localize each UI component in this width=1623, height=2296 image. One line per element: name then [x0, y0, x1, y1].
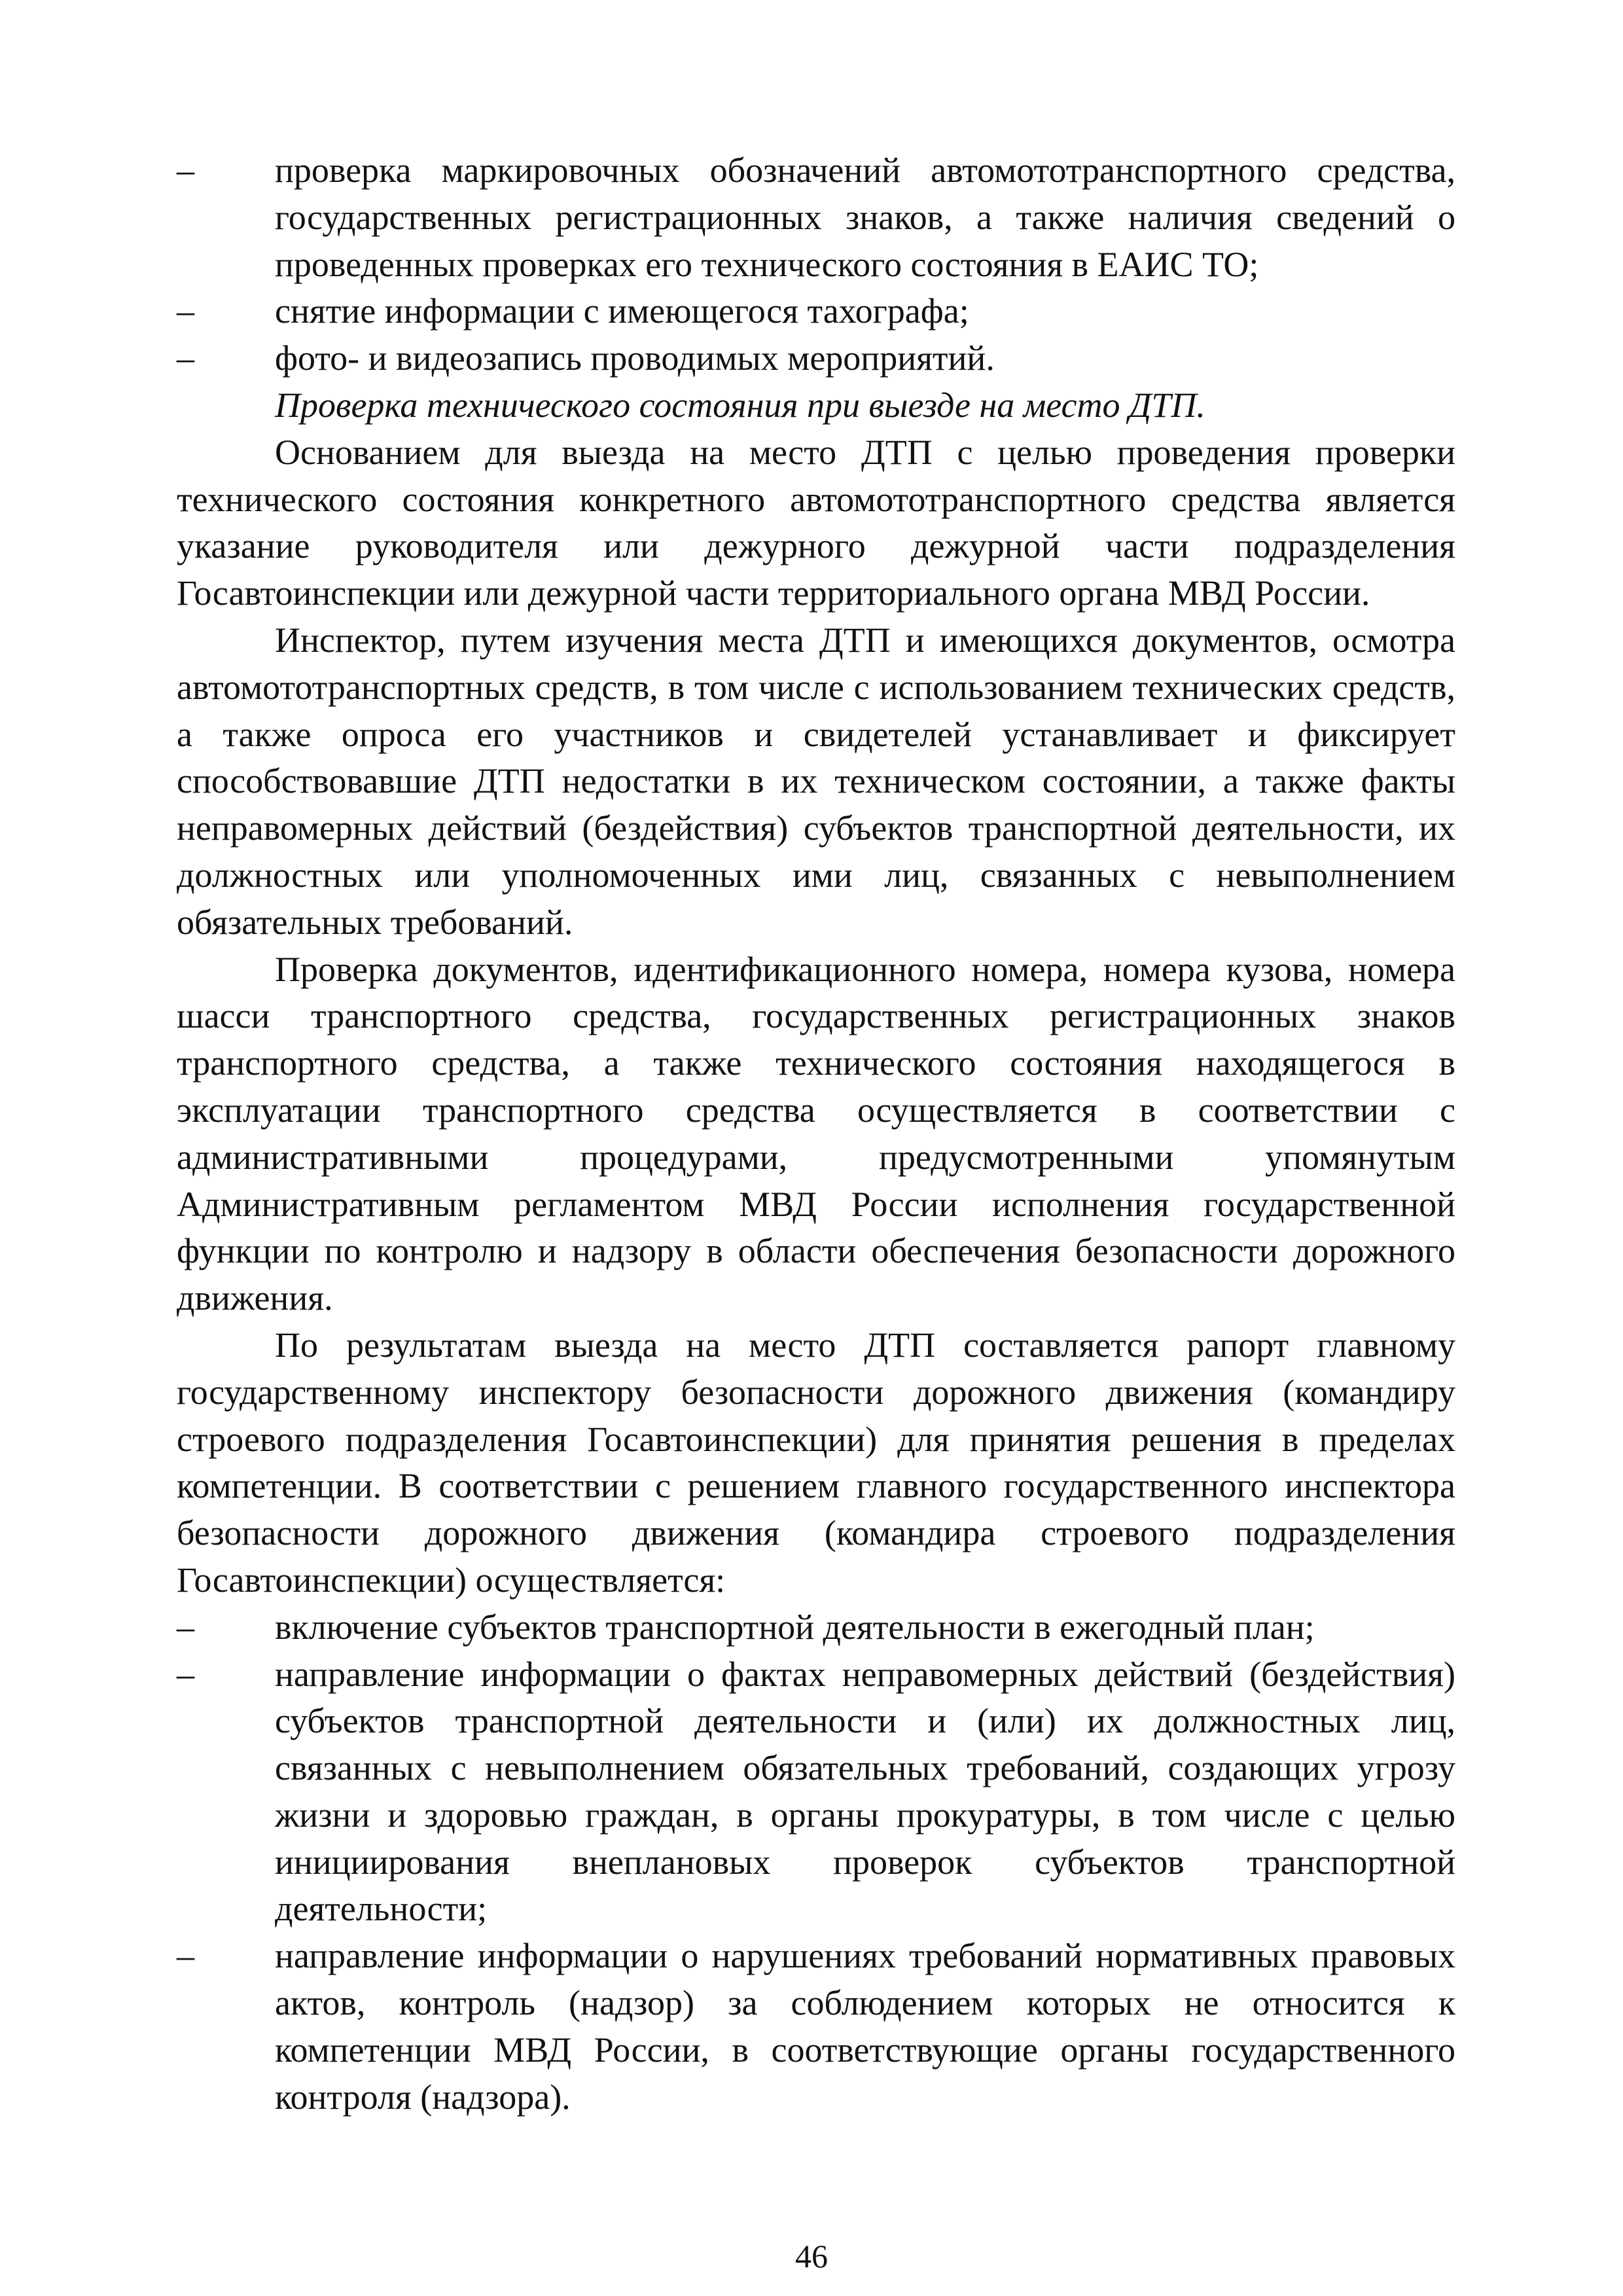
paragraph: Основанием для выезда на место ДТП с целью проведения проверки технического состояния конкретного автомототранспортного средства является указание руководителя или дежурного дежурной части подразделения Госавтоинспекции или дежурной части территориального органа МВД России.	[177, 432, 1455, 613]
bullet-dash: –	[177, 338, 194, 378]
bullet-dash: –	[177, 1654, 194, 1694]
list-item	[177, 147, 1455, 288]
bullet-dash: –	[177, 291, 194, 331]
list-item	[177, 1604, 1455, 1651]
bullet-dash: –	[177, 1607, 194, 1647]
list-item	[177, 1933, 1455, 2121]
list-item-text: проверка маркировочных обозначений автомототранспортного средства, государственных регистрационных знаков, а также наличия сведений о проведенных проверках его технического состояния в ЕАИС ТО;	[275, 151, 1455, 284]
bullet-dash: –	[177, 1936, 194, 1976]
list-item-text: фото- и видеозапись проводимых мероприятий.	[275, 338, 995, 378]
list-item-text: направление информации о нарушениях требований нормативных правовых актов, контроль (надзор) за соблюдением которых не относится к компетенции МВД России, в соответствующие органы государственного контроля (надзора).	[275, 1936, 1455, 2117]
list-item	[177, 1651, 1455, 1933]
list-item-text: снятие информации с имеющегося тахографа;	[275, 291, 969, 331]
bullet-dash: –	[177, 151, 194, 190]
list-item	[177, 288, 1455, 335]
section-heading: Проверка технического состояния при выезде на место ДТП.	[275, 385, 1205, 425]
list-item-text: включение субъектов транспортной деятельности в ежегодный план;	[275, 1607, 1315, 1647]
list-item-text: направление информации о фактах неправомерных действий (бездействия) субъектов транспортной деятельности и (или) их должностных лиц, связанных с невыполнением обязательных требований, создающих угрозу жизни и здоровью граждан, в органы прокуратуры, в том числе с целью инициирования внеплановых проверок субъектов транспортной деятельности;	[275, 1654, 1455, 1929]
paragraph: Инспектор, путем изучения места ДТП и имеющихся документов, осмотра автомототранспортных средств, в том числе с использованием технических средств, а также опроса его участников и свидетелей устанавливает и фиксирует способствовавшие ДТП недостатки в их техническом состоянии, а также факты неправомерных действий (бездействия) субъектов транспортной деятельности, их должностных или уполномоченных ими лиц, связанных с невыполнением обязательных требований.	[177, 620, 1455, 942]
paragraph: По результатам выезда на место ДТП составляется рапорт главному государственному инспектору безопасности дорожного движения (командиру строевого подразделения Госавтоинспекции) для принятия решения в пределах компетенции. В соответствии с решением главного государственного инспектора безопасности дорожного движения (командира строевого подразделения Госавтоинспекции) осуществляется:	[177, 1325, 1455, 1600]
paragraph: Проверка документов, идентификационного номера, номера кузова, номера шасси транспортного средства, государственных регистрационных знаков транспортного средства, а также технического состояния находящегося в эксплуатации транспортного средства осуществляется в соответствии с административными процедурами, предусмотренными упомянутым Административным регламентом МВД России исполнения государственной функции по контролю и надзору в области обеспечения безопасности дорожного движения.	[177, 949, 1455, 1318]
document-page	[177, 147, 1455, 2121]
page-number: 46	[795, 2238, 828, 2274]
list-item	[177, 335, 1455, 382]
